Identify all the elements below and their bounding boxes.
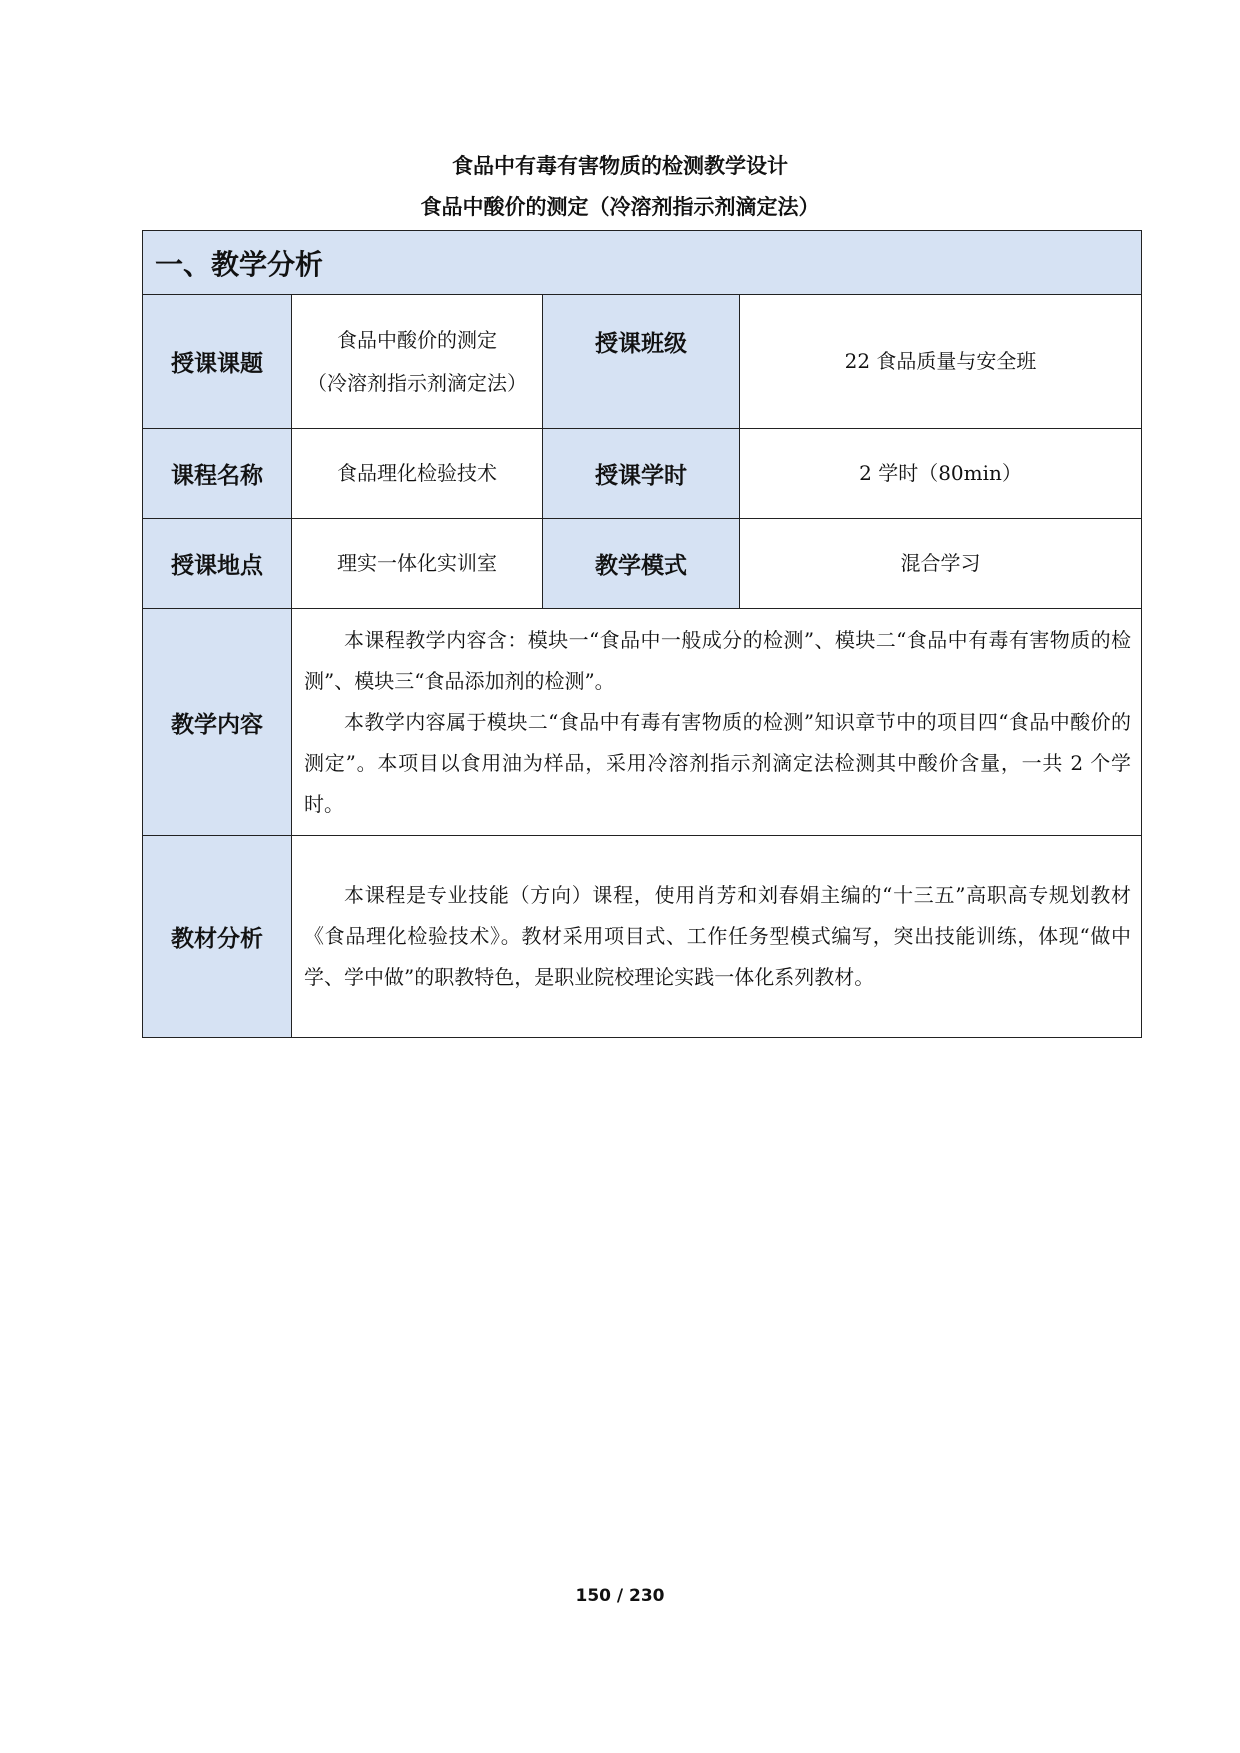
content-label: 教学内容 <box>143 609 292 836</box>
hours-value: 2 学时（80min） <box>740 429 1142 519</box>
teaching-analysis-table <box>142 230 1142 1038</box>
topic-value <box>292 295 543 429</box>
topic-value-line1: 食品中酸价的测定 <box>337 327 497 352</box>
course-label: 课程名称 <box>143 429 292 519</box>
table-row <box>143 295 1142 429</box>
class-label: 授课班级 <box>543 295 740 429</box>
content-paragraph-2: 本教学内容属于模块二“食品中有毒有害物质的检测”知识章节中的项目四“食品中酸价的测定”。本项目以食用油为样品，采用冷溶剂指示剂滴定法检测其中酸价含量，一共 2 个学时。 <box>304 709 1132 816</box>
table-row <box>143 519 1142 609</box>
class-value: 22 食品质量与安全班 <box>740 295 1142 429</box>
content-text <box>292 609 1142 836</box>
mode-value: 混合学习 <box>740 519 1142 609</box>
content-paragraph-1: 本课程教学内容含：模块一“食品中一般成分的检测”、模块二“食品中有毒有害物质的检测”、模块三“食品添加剂的检测”。 <box>304 627 1132 693</box>
page-number: 150 / 230 <box>575 1586 665 1606</box>
mode-label: 教学模式 <box>543 519 740 609</box>
document-title: 食品中有毒有害物质的检测教学设计 <box>452 154 788 178</box>
topic-value-line2: （冷溶剂指示剂滴定法） <box>307 370 527 395</box>
textbook-paragraph: 本课程是专业技能（方向）课程，使用肖芳和刘春娟主编的“十三五”高职高专规划教材《食品理化检验技术》。教材采用项目式、工作任务型模式编写，突出技能训练，体现“做中学、学中做”的职教特色，是职业院校理论实践一体化系列教材。 <box>304 883 1132 989</box>
document-subtitle: 食品中酸价的测定（冷溶剂指示剂滴定法） <box>420 195 820 219</box>
textbook-label: 教材分析 <box>143 836 292 1038</box>
table-row <box>143 429 1142 519</box>
place-value: 理实一体化实训室 <box>292 519 543 609</box>
table-row <box>143 609 1142 836</box>
place-label: 授课地点 <box>143 519 292 609</box>
topic-label: 授课课题 <box>143 295 292 429</box>
table-row <box>143 836 1142 1038</box>
section-heading-row <box>143 231 1142 295</box>
section-heading: 一、教学分析 <box>143 231 1142 295</box>
textbook-text <box>292 836 1142 1038</box>
hours-label: 授课学时 <box>543 429 740 519</box>
course-value: 食品理化检验技术 <box>292 429 543 519</box>
